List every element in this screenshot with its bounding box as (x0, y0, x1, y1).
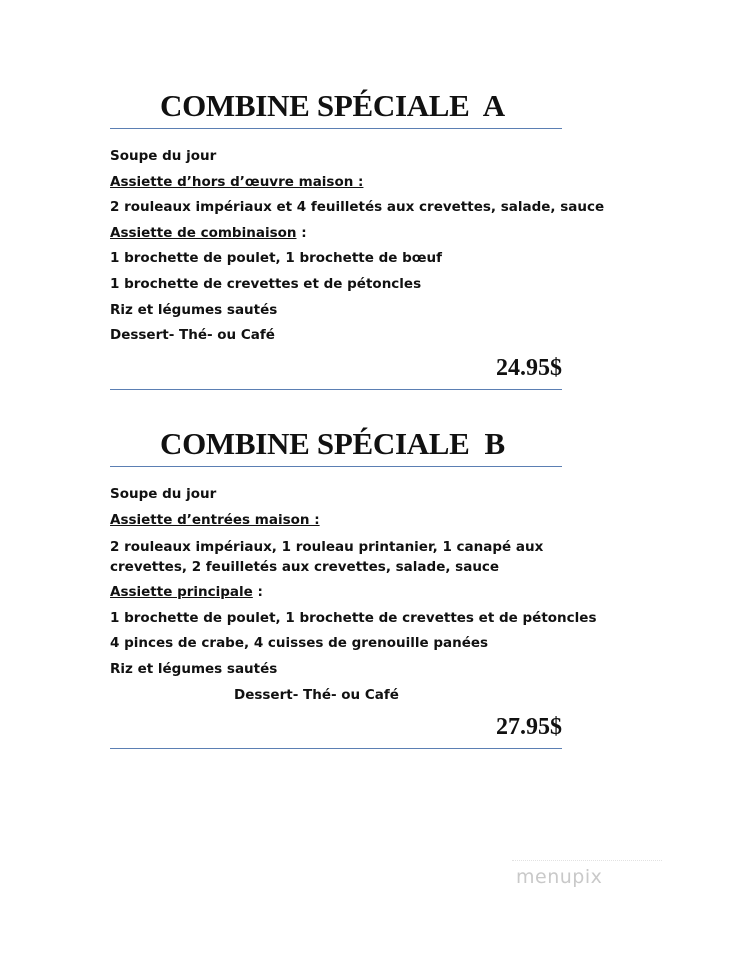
subheading-label: Assiette de combinaison (110, 224, 297, 241)
subheading-label: Assiette d’hors d’œuvre maison : (110, 173, 364, 190)
menu-subheading (110, 512, 562, 528)
subheading-suffix: : (252, 584, 263, 601)
special-a-price: 24.95$ (496, 354, 562, 381)
special-a-section (110, 86, 605, 390)
special-b-price-divider (110, 748, 562, 749)
menu-item: Riz et légumes sautés (110, 660, 278, 677)
menu-item: Soupe du jour (110, 148, 217, 164)
subheading-label: Assiette d’entrées maison : (110, 511, 320, 528)
menu-item: Riz et légumes sautés (110, 301, 278, 318)
subheading-label: Assiette principale (110, 584, 253, 601)
menu-subheading (110, 174, 562, 190)
special-a-price-divider (110, 389, 562, 390)
menu-item: 1 brochette de poulet, 1 brochette de crevettes et de pétoncles (110, 609, 597, 626)
menu-item: Dessert- Thé- ou Café (110, 327, 275, 344)
menu-item: 2 rouleaux impériaux, 1 rouleau printanier, 1 canapé aux crevettes, 2 feuilletés aux crevettes, salade, sauce (110, 539, 544, 576)
special-b-title-divider (110, 466, 562, 467)
special-b-title: COMBINE SPÉCIALE B (160, 426, 505, 461)
menu-item: Dessert- Thé- ou Café (234, 686, 399, 703)
special-a-title: COMBINE SPÉCIALE A (160, 88, 505, 123)
special-a-items (110, 148, 605, 344)
menu-item: 2 rouleaux impériaux et 4 feuilletés aux crevettes, salade, sauce (110, 199, 605, 216)
special-b-items (110, 486, 597, 703)
menu-item: 1 brochette de poulet, 1 brochette de bœuf (110, 250, 443, 267)
menu-item: 4 pinces de crabe, 4 cuisses de grenouille panées (110, 635, 489, 652)
watermark-logo: menupix (516, 866, 603, 888)
menu-subheading (110, 584, 562, 600)
special-b-price: 27.95$ (496, 714, 562, 741)
watermark-rule (512, 860, 662, 861)
special-a-title-divider (110, 128, 562, 129)
menu-item: Soupe du jour (110, 486, 217, 502)
subheading-suffix: : (296, 224, 307, 241)
menu-subheading (110, 225, 562, 241)
special-b-section (110, 424, 597, 749)
menu-item: 1 brochette de crevettes et de pétoncles (110, 275, 422, 292)
